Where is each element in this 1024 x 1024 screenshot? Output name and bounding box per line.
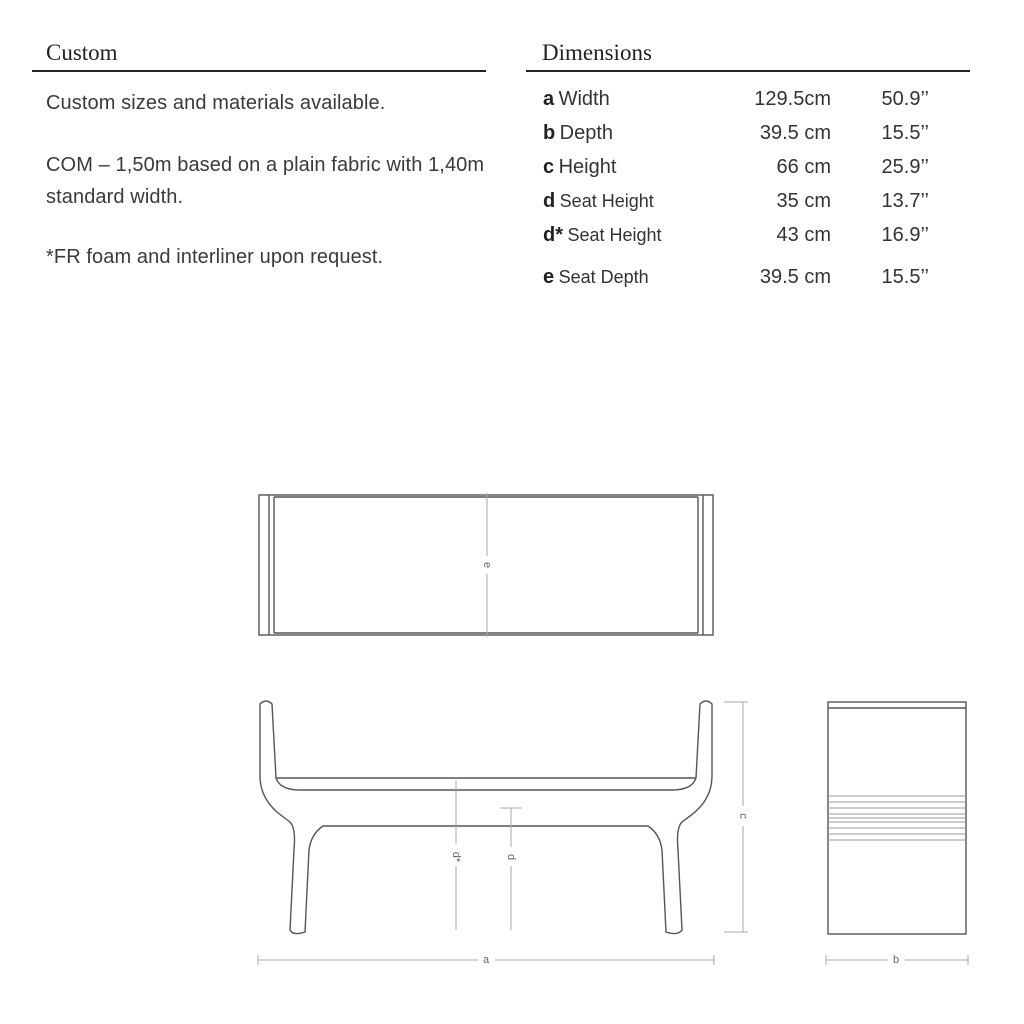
- label-c: c: [737, 813, 750, 819]
- dimension-name: Width: [558, 88, 610, 110]
- side-view-stripes: [828, 796, 966, 840]
- dimension-inch: 25.9’’: [881, 156, 929, 178]
- custom-sizes-text: Custom sizes and materials available.: [46, 92, 386, 114]
- dimension-inch: 50.9’’: [881, 88, 929, 110]
- dimension-letter: d: [543, 190, 556, 212]
- dimension-cm: 129.5cm: [754, 88, 831, 110]
- dimension-cm: 35 cm: [776, 190, 831, 212]
- dimension-inch: 15.5’’: [881, 266, 929, 288]
- fr-foam-text: *FR foam and interliner upon request.: [46, 246, 384, 268]
- front-view: [260, 701, 712, 934]
- dimension-inch: 15.5’’: [881, 122, 929, 144]
- dimension-letter: b: [543, 122, 556, 144]
- dimension-cm: 43 cm: [776, 224, 831, 246]
- dimension-name: Depth: [559, 122, 614, 144]
- dimension-letter: e: [543, 266, 555, 288]
- dimension-name: Height: [558, 156, 617, 178]
- dimension-inch: 13.7’’: [881, 190, 929, 212]
- dimensions-heading: Dimensions: [526, 40, 970, 72]
- label-e: e: [481, 561, 494, 569]
- dimension-letter: c: [543, 156, 555, 178]
- label-d: d: [505, 853, 518, 861]
- dimension-lines-front: [258, 702, 748, 965]
- dimension-letter: a: [543, 88, 555, 110]
- dimension-letter: d*: [543, 224, 563, 246]
- dimension-cm: 39.5 cm: [759, 122, 831, 144]
- dimension-inch: 16.9’’: [881, 224, 929, 246]
- label-b: b: [892, 953, 900, 966]
- label-a: a: [482, 953, 490, 966]
- dimension-cm: 39.5 cm: [759, 266, 831, 288]
- label-d-star: d*: [450, 851, 463, 863]
- dimension-name: Seat Height: [567, 225, 662, 245]
- dimension-cm: 66 cm: [776, 156, 831, 178]
- custom-heading: Custom: [32, 40, 486, 72]
- dimension-name: Seat Height: [559, 191, 654, 211]
- com-text: COM – 1,50m based on a plain fabric with 1,40m standard width.: [46, 154, 485, 208]
- dimension-name: Seat Depth: [558, 267, 649, 287]
